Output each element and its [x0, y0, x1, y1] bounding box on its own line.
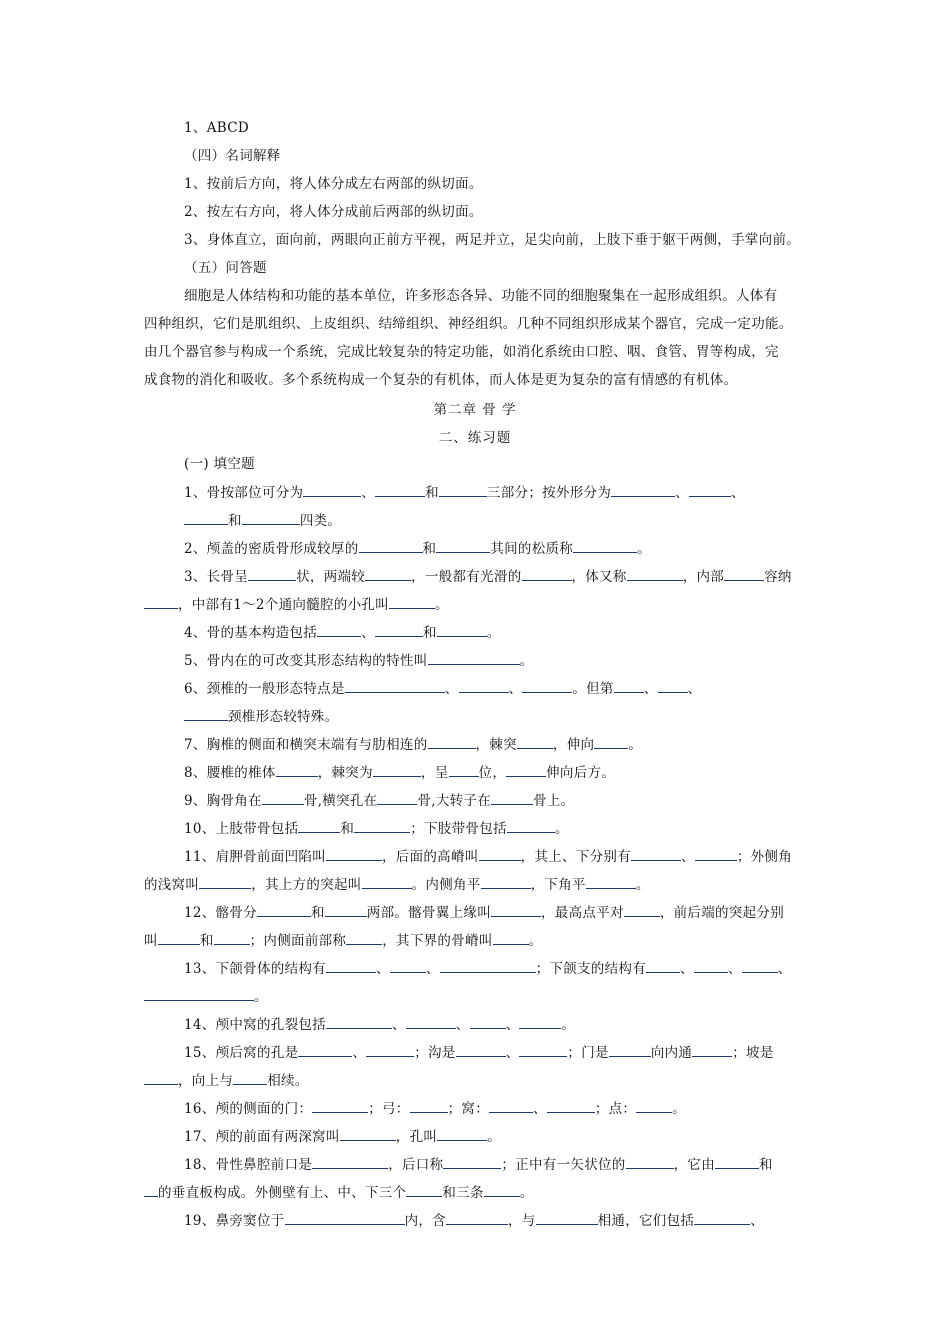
answer-blank[interactable] — [325, 902, 367, 917]
answer-blank[interactable] — [144, 594, 178, 609]
question-line: 6、颈椎的一般形态特点是 、 、 。但第 、 、 — [184, 678, 701, 699]
answer-blank[interactable] — [373, 762, 421, 777]
answer-blank[interactable] — [440, 958, 536, 973]
answer-blank[interactable] — [199, 874, 251, 889]
answer-blank[interactable] — [517, 734, 553, 749]
question-line: ，中部有1～2个通向髓腔的小孔叫 。 — [144, 594, 449, 615]
answer-blank[interactable] — [449, 762, 479, 777]
question-line: 19、鼻旁窦位于 内，含 ，与 相通，它们包括 、 — [184, 1210, 764, 1231]
answer-blank[interactable] — [345, 678, 445, 693]
section-heading: （四）名词解释 — [184, 148, 281, 164]
paragraph-line: 由几个器官参与构成一个系统，完成比较复杂的特定功能，如消化系统由口腔、咽、食管、胃等构成，完 — [144, 344, 779, 360]
answer-blank[interactable] — [354, 818, 410, 833]
answer-line: 1、ABCD — [184, 120, 249, 136]
answer-blank[interactable] — [437, 1126, 487, 1141]
answer-blank[interactable] — [326, 846, 382, 861]
question-line: 叫 和 ；内侧面前部称 ，其下界的骨嵴叫 。 — [144, 930, 542, 951]
answer-blank[interactable] — [506, 762, 546, 777]
answer-blank[interactable] — [406, 1014, 456, 1029]
answer-blank[interactable] — [715, 1154, 759, 1169]
answer-blank[interactable] — [298, 818, 340, 833]
answer-blank[interactable] — [692, 1042, 732, 1057]
answer-blank[interactable] — [340, 1126, 396, 1141]
answer-blank[interactable] — [446, 1210, 508, 1225]
answer-blank[interactable] — [519, 1042, 567, 1057]
answer-blank[interactable] — [248, 566, 296, 581]
answer-blank[interactable] — [326, 958, 376, 973]
answer-blank[interactable] — [695, 846, 737, 861]
answer-blank[interactable] — [646, 958, 680, 973]
answer-blank[interactable] — [158, 930, 200, 945]
answer-blank[interactable] — [362, 874, 412, 889]
question-line: 13、下颌骨体的结构有 、 、 ；下颌支的结构有 、 、 、 — [184, 958, 791, 979]
question-line: 5、骨内在的可改变其形态结构的特性叫 。 — [184, 650, 533, 671]
answer-blank[interactable] — [242, 510, 300, 525]
answer-blank[interactable] — [491, 902, 541, 917]
answer-blank[interactable] — [346, 930, 382, 945]
answer-blank[interactable] — [636, 1098, 672, 1113]
answer-blank[interactable] — [456, 1042, 506, 1057]
answer-blank[interactable] — [436, 538, 490, 553]
question-line: 2、颅盖的密质骨形成较厚的 和 其间的松质称 。 — [184, 538, 651, 559]
answer-blank[interactable] — [491, 790, 533, 805]
answer-blank[interactable] — [658, 678, 688, 693]
answer-blank[interactable] — [439, 482, 487, 497]
answer-blank[interactable] — [626, 1154, 674, 1169]
answer-blank[interactable] — [519, 1014, 561, 1029]
answer-blank[interactable] — [303, 482, 361, 497]
answer-blank[interactable] — [262, 790, 304, 805]
answer-blank[interactable] — [611, 482, 675, 497]
section-heading: (一) 填空题 — [184, 456, 255, 472]
answer-blank[interactable] — [214, 930, 250, 945]
answer-blank[interactable] — [257, 902, 311, 917]
question-line: 15、颅后窝的孔是 、 ；沟是 、 ；门是 向内通 ；坡是 — [184, 1042, 774, 1063]
exercise-title: 二、练习题 — [438, 430, 512, 446]
question-line: 9、胸骨角在 骨,横突孔在 骨,大转子在 骨上。 — [184, 790, 574, 811]
answer-blank[interactable] — [443, 1154, 501, 1169]
answer-blank[interactable] — [184, 706, 228, 721]
answer-blank[interactable] — [459, 678, 509, 693]
answer-blank[interactable] — [326, 1014, 392, 1029]
answer-blank[interactable] — [522, 678, 572, 693]
answer-blank[interactable] — [481, 874, 531, 889]
answer-blank[interactable] — [742, 958, 778, 973]
answer-blank[interactable] — [285, 1210, 405, 1225]
answer-blank[interactable] — [375, 482, 425, 497]
answer-blank[interactable] — [627, 566, 683, 581]
answer-blank[interactable] — [489, 1098, 533, 1113]
answer-blank[interactable] — [359, 538, 423, 553]
answer-blank[interactable] — [694, 1210, 750, 1225]
answer-blank[interactable] — [389, 594, 435, 609]
answer-blank[interactable] — [573, 538, 637, 553]
answer-blank[interactable] — [144, 986, 254, 1001]
question-line: 14、颅中窝的孔裂包括 、 、 、 。 — [184, 1014, 575, 1035]
answer-blank[interactable] — [536, 1210, 598, 1225]
answer-blank[interactable] — [406, 1182, 442, 1197]
question-line: 和 四类。 — [184, 510, 341, 531]
definition-line: 2、按左右方向，将人体分成前后两部的纵切面。 — [184, 204, 483, 220]
answer-blank[interactable] — [428, 650, 520, 665]
question-line: 颈椎形态较特殊。 — [184, 706, 338, 727]
question-line: ，向上与 相续。 — [144, 1070, 309, 1091]
answer-blank[interactable] — [594, 734, 628, 749]
definition-line: 3、身体直立，面向前，两眼向正前方平视，两足并立，足尖向前，上肢下垂于躯干两侧，手掌向前。 — [184, 232, 801, 248]
definition-line: 1、按前后方向，将人体分成左右两部的纵切面。 — [184, 176, 483, 192]
question-line: 。 — [144, 986, 268, 1007]
answer-blank[interactable] — [375, 622, 423, 637]
answer-blank[interactable] — [298, 1042, 352, 1057]
answer-blank[interactable] — [144, 1182, 158, 1197]
question-line: 12、髂骨分 和 两部。髂骨翼上缘叫 ，最高点平对 ，前后端的突起分别 — [184, 902, 784, 923]
paragraph-line: 细胞是人体结构和功能的基本单位，许多形态各异、功能不同的细胞聚集在一起形成组织。人体有 — [184, 288, 778, 304]
chapter-title: 第二章 骨 学 — [433, 402, 517, 418]
answer-blank[interactable] — [614, 678, 644, 693]
answer-blank[interactable] — [624, 902, 660, 917]
answer-blank[interactable] — [724, 566, 764, 581]
answer-blank[interactable] — [547, 1098, 595, 1113]
answer-blank[interactable] — [390, 958, 426, 973]
question-line: 8、腰椎的椎体 ，棘突为 ，呈 位， 伸向后方。 — [184, 762, 615, 783]
question-line: 的浅窝叫 ，其上方的突起叫 。内侧角平 ，下角平 。 — [144, 874, 650, 895]
answer-blank[interactable] — [184, 510, 228, 525]
answer-blank[interactable] — [689, 482, 731, 497]
answer-blank[interactable] — [317, 622, 361, 637]
answer-blank[interactable] — [144, 1070, 178, 1085]
question-line: 16、颅的侧面的门： ；弓： ；窝： 、 ；点： 。 — [184, 1098, 686, 1119]
answer-blank[interactable] — [233, 1070, 267, 1085]
answer-blank[interactable] — [410, 1098, 448, 1113]
answer-blank[interactable] — [276, 762, 318, 777]
answer-blank[interactable] — [694, 958, 728, 973]
question-line: 的垂直板构成。外侧壁有上、中、下三个 和三条 。 — [144, 1182, 534, 1203]
paragraph-line: 成食物的消化和吸收。多个系统构成一个复杂的有机体，而人体是更为复杂的富有情感的有机体。 — [144, 372, 738, 388]
answer-blank[interactable] — [507, 818, 555, 833]
answer-blank[interactable] — [484, 1182, 520, 1197]
answer-blank[interactable] — [522, 566, 572, 581]
question-line: 17、颅的前面有两深窝叫 ，孔叫 。 — [184, 1126, 501, 1147]
answer-blank[interactable] — [365, 566, 411, 581]
question-line: 18、骨性鼻腔前口是 ，后口称 ；正中有一矢状位的 ，它由 和 — [184, 1154, 773, 1175]
question-line: 10、上肢带骨包括 和 ；下肢带骨包括 。 — [184, 818, 569, 839]
question-line: 4、骨的基本构造包括 、 和 。 — [184, 622, 501, 643]
question-line: 11、肩胛骨前面凹陷叫 ，后面的高嵴叫 ，其上、下分别有 、 ；外侧角 — [184, 846, 792, 867]
section-heading: （五）问答题 — [184, 260, 267, 276]
answer-blank[interactable] — [631, 846, 681, 861]
answer-blank[interactable] — [470, 1014, 506, 1029]
answer-blank[interactable] — [586, 874, 636, 889]
answer-blank[interactable] — [609, 1042, 651, 1057]
answer-blank[interactable] — [312, 1098, 368, 1113]
answer-blank[interactable] — [493, 930, 529, 945]
question-line: 1、骨按部位可分为 、 和 三部分；按外形分为 、 、 — [184, 482, 745, 503]
question-line: 7、胸椎的侧面和横突末端有与肋相连的 ，棘突 ，伸向 。 — [184, 734, 642, 755]
question-line: 3、长骨呈 状，两端较 ，一般都有光滑的 ，体又称 ，内部 容纳 — [184, 566, 792, 587]
answer-blank[interactable] — [479, 846, 521, 861]
paragraph-line: 四种组织，它们是肌组织、上皮组织、结缔组织、神经组织。几种不同组织形成某个器官，完成一定功能。 — [144, 316, 793, 332]
answer-blank[interactable] — [437, 622, 487, 637]
answer-blank[interactable] — [366, 1042, 414, 1057]
answer-blank[interactable] — [428, 734, 476, 749]
answer-blank[interactable] — [312, 1154, 388, 1169]
answer-blank[interactable] — [377, 790, 417, 805]
